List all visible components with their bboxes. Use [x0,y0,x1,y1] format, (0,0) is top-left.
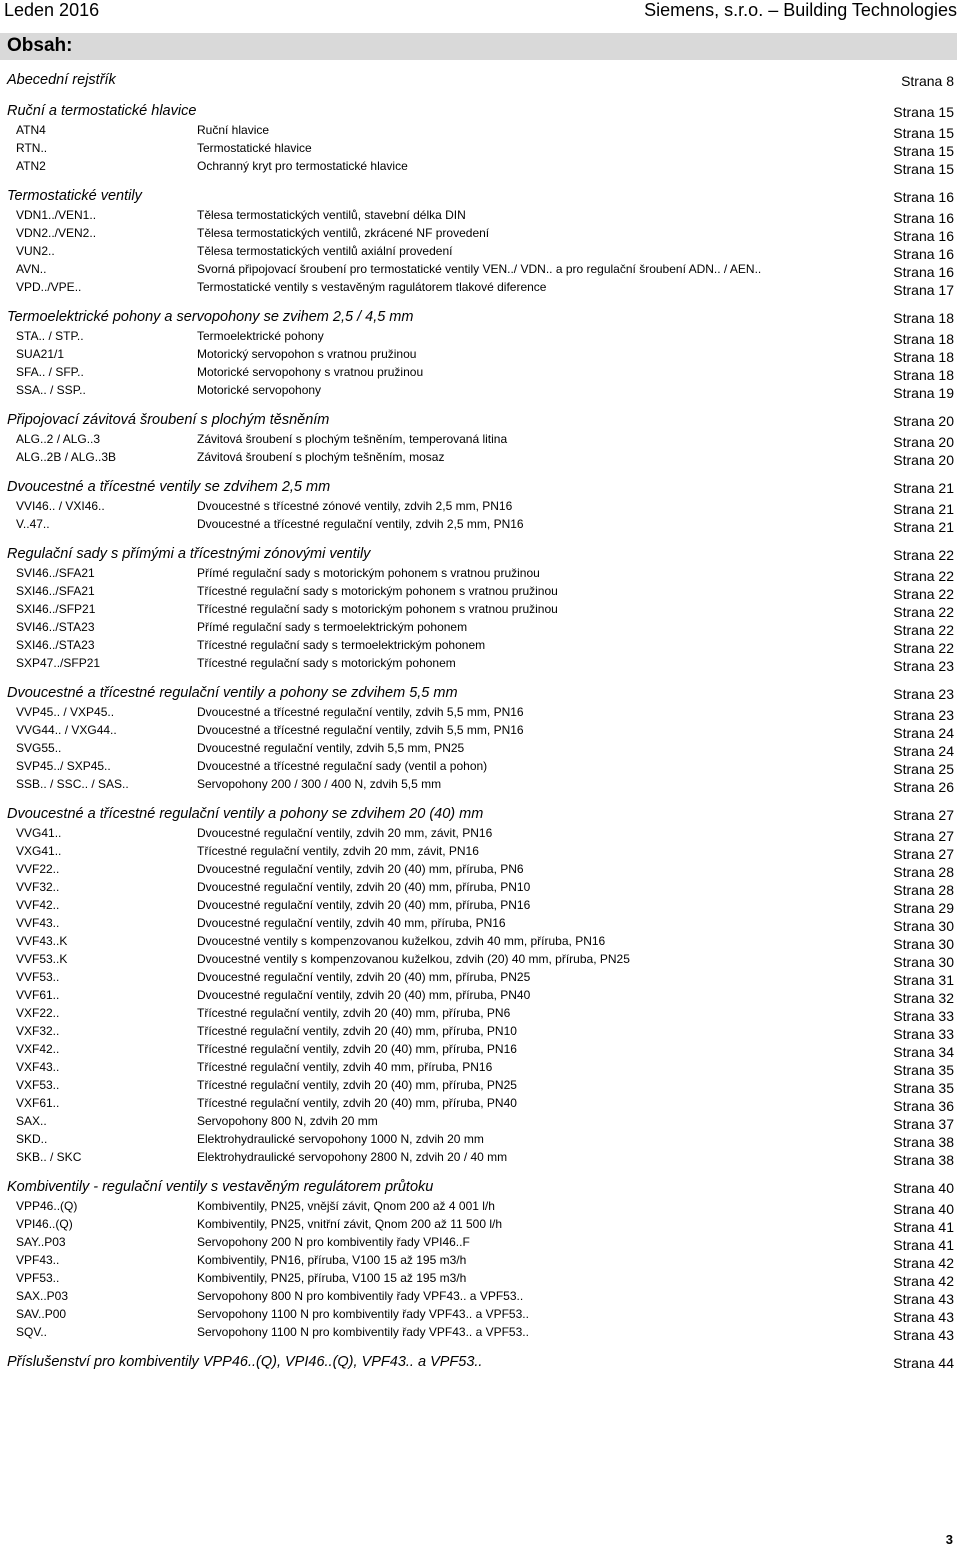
section-title: Dvoucestné a třícestné ventily se zdvihem 2,5 mm [7,479,331,495]
product-code: VVG41.. [16,826,62,840]
toc-entry-row[interactable] [0,1022,960,1040]
section-page-ref: Strana 22 [893,547,954,563]
product-code: ALG..2B / ALG..3B [16,450,117,464]
toc-entry-row[interactable] [0,896,960,914]
product-code: SXI46../SFA21 [16,584,95,598]
product-description: Třícestné regulační ventily, zdvih 20 (40) mm, příruba, PN16 [197,1042,517,1056]
entry-page-ref: Strana 30 [893,954,954,970]
toc-entry-row[interactable] [0,363,960,381]
section-page-ref: Strana 15 [893,104,954,120]
product-description: Dvoucestné regulační ventily, zdvih 20 (40) mm, příruba, PN40 [197,988,531,1002]
product-code: SVP45../ SXP45.. [16,759,111,773]
product-code: RTN.. [16,141,48,155]
product-description: Servopohony 200 N pro kombiventily řady VPI46..F [197,1235,470,1249]
toc-entry-row[interactable] [0,139,960,157]
product-code: VVF43.. [16,916,60,930]
product-description: Kombiventily, PN25, vnitřní závit, Qnom 200 až 11 500 l/h [197,1217,503,1231]
entry-page-ref: Strana 15 [893,143,954,159]
toc-section [0,804,960,1166]
entry-page-ref: Strana 15 [893,161,954,177]
product-code: SKD.. [16,1132,48,1146]
toc-entry-row[interactable] [0,260,960,278]
product-description: Třícestné regulační ventily, zdvih 20 (40) mm, příruba, PN40 [197,1096,517,1110]
entry-page-ref: Strana 31 [893,972,954,988]
product-description: Dvoucestné regulační ventily, zdvih 20 (40) mm, příruba, PN16 [197,898,531,912]
product-code: VPF53.. [16,1271,60,1285]
product-description: Třícestné regulační sady s motorickým pohonem s vratnou pružinou [197,602,558,616]
product-description: Dvoucestné regulační ventily, zdvih 20 (40) mm, příruba, PN25 [197,970,531,984]
product-description: Závitová šroubení s plochým tešněním, mosaz [197,450,445,464]
entry-page-ref: Strana 28 [893,882,954,898]
toc-section [0,101,960,175]
page-number: 3 [945,1532,953,1547]
entry-page-ref: Strana 22 [893,586,954,602]
toc-entry-row[interactable] [0,1269,960,1287]
entry-page-ref: Strana 43 [893,1291,954,1307]
entry-page-ref: Strana 21 [893,501,954,517]
product-code: SVI46../STA23 [16,620,95,634]
toc-entry-row[interactable] [0,914,960,932]
product-code: VVF22.. [16,862,60,876]
section-title: Ruční a termostatické hlavice [7,103,197,119]
product-code: VVF32.. [16,880,60,894]
toc-entry-row[interactable] [0,1323,960,1341]
toc-entry-row[interactable] [0,327,960,345]
product-description: Kombiventily, PN16, příruba, V100 15 až 195 m3/h [197,1253,467,1267]
product-description: Ochranný kryt pro termostatické hlavice [197,159,408,173]
product-code: AVN.. [16,262,47,276]
section-heading[interactable] [0,804,960,824]
entry-page-ref: Strana 22 [893,622,954,638]
section-page-ref: Strana 20 [893,413,954,429]
entry-page-ref: Strana 37 [893,1116,954,1132]
product-code: VXG41.. [16,844,62,858]
product-description: Dvoucestné ventily s kompenzovanou kuželkou, zdvih 40 mm, příruba, PN16 [197,934,606,948]
entry-page-ref: Strana 18 [893,367,954,383]
product-description: Elektrohydraulické servopohony 2800 N, zdvih 20 / 40 mm [197,1150,508,1164]
entry-page-ref: Strana 32 [893,990,954,1006]
section-page-ref: Strana 40 [893,1180,954,1196]
entry-page-ref: Strana 38 [893,1134,954,1150]
product-description: Motorické servopohony s vratnou pružinou [197,365,424,379]
toc-entry-row[interactable] [0,121,960,139]
toc-section [0,186,960,296]
entry-page-ref: Strana 42 [893,1273,954,1289]
product-description: Servopohony 1100 N pro kombiventily řady VPF43.. a VPF53.. [197,1307,529,1321]
entry-page-ref: Strana 23 [893,707,954,723]
toc-entry-row[interactable] [0,430,960,448]
product-code: VPP46..(Q) [16,1199,78,1213]
section-page-ref: Strana 18 [893,310,954,326]
toc-entry-row[interactable] [0,986,960,1004]
product-code: VVG44.. / VXG44.. [16,723,117,737]
toc-entry-row[interactable] [0,1112,960,1130]
product-description: Dvoucestné regulační ventily, zdvih 20 mm, závit, PN16 [197,826,493,840]
product-code: SUA21/1 [16,347,65,361]
section-title: Připojovací závitová šroubení s plochým těsněním [7,412,330,428]
product-code: SSB.. / SSC.. / SAS.. [16,777,129,791]
toc-section [0,683,960,793]
toc-entry-row[interactable] [0,564,960,582]
toc-entry-row[interactable] [0,600,960,618]
toc-entry-row[interactable] [0,842,960,860]
product-description: Dvoucestné ventily s kompenzovanou kuželkou, zdvih (20) 40 mm, příruba, PN25 [197,952,630,966]
section-title: Dvoucestné a třícestné regulační ventily a pohony se zdvihem 20 (40) mm [7,806,484,822]
product-code: VVF61.. [16,988,60,1002]
product-code: VPF43.. [16,1253,60,1267]
section-title: Termoelektrické pohony a servopohony se zvihem 2,5 / 4,5 mm [7,309,414,325]
product-code: VXF32.. [16,1024,60,1038]
entry-page-ref: Strana 29 [893,900,954,916]
product-code: VUN2.. [16,244,55,258]
section-heading[interactable] [0,477,960,497]
product-code: SAX.. [16,1114,47,1128]
product-code: VPI46..(Q) [16,1217,73,1231]
product-code: VPD../VPE.. [16,280,82,294]
product-description: Třícestné regulační ventily, zdvih 40 mm, příruba, PN16 [197,1060,493,1074]
entry-page-ref: Strana 25 [893,761,954,777]
product-code: VXF53.. [16,1078,60,1092]
product-description: Kombiventily, PN25, vnější závit, Qnom 200 až 4 001 l/h [197,1199,495,1213]
toc-entry-row[interactable] [0,1130,960,1148]
entry-page-ref: Strana 38 [893,1152,954,1168]
product-code: SXI46../SFP21 [16,602,96,616]
entry-page-ref: Strana 16 [893,228,954,244]
product-code: VVP45.. / VXP45.. [16,705,115,719]
product-description: Dvoucestné a třícestné regulační ventily, zdvih 5,5 mm, PN16 [197,723,524,737]
section-title: Termostatické ventily [7,188,142,204]
toc-section [0,307,960,399]
toc-entry-row[interactable] [0,157,960,175]
product-code: SKB.. / SKC [16,1150,82,1164]
entry-page-ref: Strana 36 [893,1098,954,1114]
product-description: Dvoucestné regulační ventily, zdvih 5,5 mm, PN25 [197,741,465,755]
section-title: Abecední rejstřík [7,72,116,88]
product-code: VDN2../VEN2.. [16,226,97,240]
toc-entry-row[interactable] [0,636,960,654]
section-heading[interactable] [0,410,960,430]
toc-section [0,70,960,90]
product-description: Servopohony 800 N, zdvih 20 mm [197,1114,378,1128]
product-description: Třícestné regulační ventily, zdvih 20 (40) mm, příruba, PN25 [197,1078,517,1092]
toc-entry-row[interactable] [0,757,960,775]
entry-page-ref: Strana 16 [893,246,954,262]
product-description: Elektrohydraulické servopohony 1000 N, zdvih 20 mm [197,1132,484,1146]
entry-page-ref: Strana 16 [893,210,954,226]
entry-page-ref: Strana 27 [893,828,954,844]
product-description: Dvoucestné regulační ventily, zdvih 20 (40) mm, příruba, PN10 [197,880,531,894]
product-code: SXP47../SFP21 [16,656,101,670]
entry-page-ref: Strana 27 [893,846,954,862]
product-description: Tělesa termostatických ventilů, zkrácené NF provedení [197,226,490,240]
toc-section [0,1352,960,1372]
toc-entry-row[interactable] [0,1076,960,1094]
section-title: Dvoucestné a třícestné regulační ventily a pohony se zdvihem 5,5 mm [7,685,458,701]
product-code: ALG..2 / ALG..3 [16,432,101,446]
product-description: Dvoucestné a třícestné regulační ventily, zdvih 5,5 mm, PN16 [197,705,524,719]
product-code: VXF61.. [16,1096,60,1110]
product-description: Tělesa termostatických ventilů, stavební délka DIN [197,208,466,222]
toc-entry-row[interactable] [0,1094,960,1112]
product-code: SSA.. / SSP.. [16,383,86,397]
contents-title: Obsah: [7,35,73,56]
product-description: Dvoucestné a třícestné regulační sady (ventil a pohon) [197,759,488,773]
section-page-ref: Strana 23 [893,686,954,702]
section-page-ref: Strana 44 [893,1355,954,1371]
product-description: Třícestné regulační sady s motorickým pohonem [197,656,456,670]
product-code: SQV.. [16,1325,47,1339]
page-header [0,0,960,24]
entry-page-ref: Strana 34 [893,1044,954,1060]
product-description: Servopohony 800 N pro kombiventily řady VPF43.. a VPF53.. [197,1289,524,1303]
section-heading[interactable] [0,307,960,327]
header-date: Leden 2016 [4,0,100,20]
product-description: Servopohony 1100 N pro kombiventily řady VPF43.. a VPF53.. [197,1325,529,1339]
section-heading[interactable] [0,683,960,703]
product-code: VVI46.. / VXI46.. [16,499,105,513]
product-code: VVF53.. [16,970,60,984]
section-page-ref: Strana 16 [893,189,954,205]
toc-entry-row[interactable] [0,515,960,533]
entry-page-ref: Strana 41 [893,1237,954,1253]
product-code: V..47.. [16,517,50,531]
product-code: VXF43.. [16,1060,60,1074]
product-code: SVI46../SFA21 [16,566,95,580]
entry-page-ref: Strana 22 [893,604,954,620]
section-page-ref: Strana 21 [893,480,954,496]
toc-entry-row[interactable] [0,1040,960,1058]
product-description: Kombiventily, PN25, příruba, V100 15 až 195 m3/h [197,1271,467,1285]
entry-page-ref: Strana 22 [893,568,954,584]
toc-entry-row[interactable] [0,345,960,363]
entry-page-ref: Strana 43 [893,1309,954,1325]
product-description: Závitová šroubení s plochým tešněním, temperovaná litina [197,432,508,446]
entry-page-ref: Strana 21 [893,519,954,535]
toc-entry-row[interactable] [0,775,960,793]
entry-page-ref: Strana 35 [893,1062,954,1078]
toc-entry-row[interactable] [0,206,960,224]
product-description: Ruční hlavice [197,123,270,137]
table-of-contents [0,70,960,1383]
toc-entry-row[interactable] [0,1287,960,1305]
entry-page-ref: Strana 16 [893,264,954,280]
product-code: VXF22.. [16,1006,60,1020]
toc-entry-row[interactable] [0,950,960,968]
toc-entry-row[interactable] [0,1215,960,1233]
product-code: SAV..P00 [16,1307,67,1321]
entry-page-ref: Strana 35 [893,1080,954,1096]
product-description: Motorický servopohon s vratnou pružinou [197,347,417,361]
entry-page-ref: Strana 24 [893,725,954,741]
toc-section [0,410,960,466]
toc-entry-row[interactable] [0,1233,960,1251]
product-code: SFA.. / SFP.. [16,365,84,379]
product-description: Dvoucestné regulační ventily, zdvih 40 mm, příruba, PN16 [197,916,506,930]
entry-page-ref: Strana 20 [893,434,954,450]
entry-page-ref: Strana 42 [893,1255,954,1271]
entry-page-ref: Strana 19 [893,385,954,401]
toc-entry-row[interactable] [0,1197,960,1215]
entry-page-ref: Strana 24 [893,743,954,759]
toc-entry-row[interactable] [0,497,960,515]
toc-entry-row[interactable] [0,1058,960,1076]
entry-page-ref: Strana 28 [893,864,954,880]
toc-entry-row[interactable] [0,1004,960,1022]
entry-page-ref: Strana 43 [893,1327,954,1343]
toc-entry-row[interactable] [0,739,960,757]
toc-entry-row[interactable] [0,582,960,600]
toc-entry-row[interactable] [0,721,960,739]
entry-page-ref: Strana 23 [893,658,954,674]
product-code: STA.. / STP.. [16,329,84,343]
product-code: VVF43..K [16,934,68,948]
product-description: Termostatické ventily s vestavěným ragulátorem tlakové diference [197,280,547,294]
product-code: SAY..P03 [16,1235,66,1249]
entry-page-ref: Strana 18 [893,331,954,347]
product-description: Třícestné regulační ventily, zdvih 20 mm, závit, PN16 [197,844,479,858]
product-code: VVF42.. [16,898,60,912]
toc-entry-row[interactable] [0,968,960,986]
section-title: Příslušenství pro kombiventily VPP46..(Q), VPI46..(Q), VPF43.. a VPF53.. [7,1354,483,1370]
product-code: SXI46../STA23 [16,638,95,652]
product-code: SAX..P03 [16,1289,69,1303]
toc-entry-row[interactable] [0,878,960,896]
section-heading[interactable] [0,70,960,90]
section-heading[interactable] [0,544,960,564]
product-description: Termoelektrické pohony [197,329,324,343]
product-description: Třícestné regulační sady s motorickým pohonem s vratnou pružinou [197,584,558,598]
product-code: ATN2 [16,159,46,173]
entry-page-ref: Strana 30 [893,918,954,934]
product-description: Servopohony 200 / 300 / 400 N, zdvih 5,5 mm [197,777,442,791]
product-code: SVG55.. [16,741,62,755]
entry-page-ref: Strana 26 [893,779,954,795]
toc-entry-row[interactable] [0,618,960,636]
section-heading[interactable] [0,186,960,206]
toc-entry-row[interactable] [0,703,960,721]
toc-entry-row[interactable] [0,381,960,399]
entry-page-ref: Strana 22 [893,640,954,656]
toc-entry-row[interactable] [0,654,960,672]
section-heading[interactable] [0,1352,960,1372]
section-heading[interactable] [0,1177,960,1197]
product-code: VDN1../VEN1.. [16,208,97,222]
entry-page-ref: Strana 33 [893,1026,954,1042]
toc-entry-row[interactable] [0,824,960,842]
product-description: Přímé regulační sady s termoelektrickým pohonem [197,620,468,634]
product-description: Přímé regulační sady s motorickým pohonem s vratnou pružinou [197,566,540,580]
product-description: Třícestné regulační ventily, zdvih 20 (40) mm, příruba, PN6 [197,1006,511,1020]
product-description: Termostatické hlavice [197,141,312,155]
section-title: Kombiventily - regulační ventily s vestavěným regulátorem průtoku [7,1179,434,1195]
entry-page-ref: Strana 17 [893,282,954,298]
product-description: Třícestné regulační sady s termoelektrickým pohonem [197,638,486,652]
product-code: ATN4 [16,123,46,137]
entry-page-ref: Strana 41 [893,1219,954,1235]
header-company: Siemens, s.r.o. – Building Technologies [644,0,957,20]
product-description: Motorické servopohony [197,383,322,397]
product-description: Třícestné regulační ventily, zdvih 20 (40) mm, příruba, PN10 [197,1024,517,1038]
entry-page-ref: Strana 18 [893,349,954,365]
product-description: Tělesa termostatických ventilů axiální provedení [197,244,453,258]
toc-entry-row[interactable] [0,448,960,466]
toc-entry-row[interactable] [0,932,960,950]
toc-section [0,1177,960,1341]
section-page-ref: Strana 8 [901,73,954,89]
entry-page-ref: Strana 15 [893,125,954,141]
entry-page-ref: Strana 33 [893,1008,954,1024]
section-page-ref: Strana 27 [893,807,954,823]
toc-entry-row[interactable] [0,224,960,242]
product-description: Dvoucestné s třícestné zónové ventily, zdvih 2,5 mm, PN16 [197,499,513,513]
contents-heading-bar [0,33,957,60]
toc-section [0,544,960,672]
toc-entry-row[interactable] [0,242,960,260]
product-description: Dvoucestné a třícestné regulační ventily, zdvih 2,5 mm, PN16 [197,517,524,531]
product-description: Svorná připojovací šroubení pro termostatické ventily VEN../ VDN.. a pro regulační šroubení ADN.. / AEN.. [197,262,762,276]
toc-entry-row[interactable] [0,1148,960,1166]
product-description: Dvoucestné regulační ventily, zdvih 20 (40) mm, příruba, PN6 [197,862,524,876]
product-code: VVF53..K [16,952,68,966]
section-heading[interactable] [0,101,960,121]
section-title: Regulační sady s přímými a třícestnými zónovými ventily [7,546,371,562]
product-code: VXF42.. [16,1042,60,1056]
entry-page-ref: Strana 40 [893,1201,954,1217]
toc-entry-row[interactable] [0,278,960,296]
toc-section [0,477,960,533]
entry-page-ref: Strana 30 [893,936,954,952]
toc-entry-row[interactable] [0,860,960,878]
toc-entry-row[interactable] [0,1251,960,1269]
entry-page-ref: Strana 20 [893,452,954,468]
toc-entry-row[interactable] [0,1305,960,1323]
